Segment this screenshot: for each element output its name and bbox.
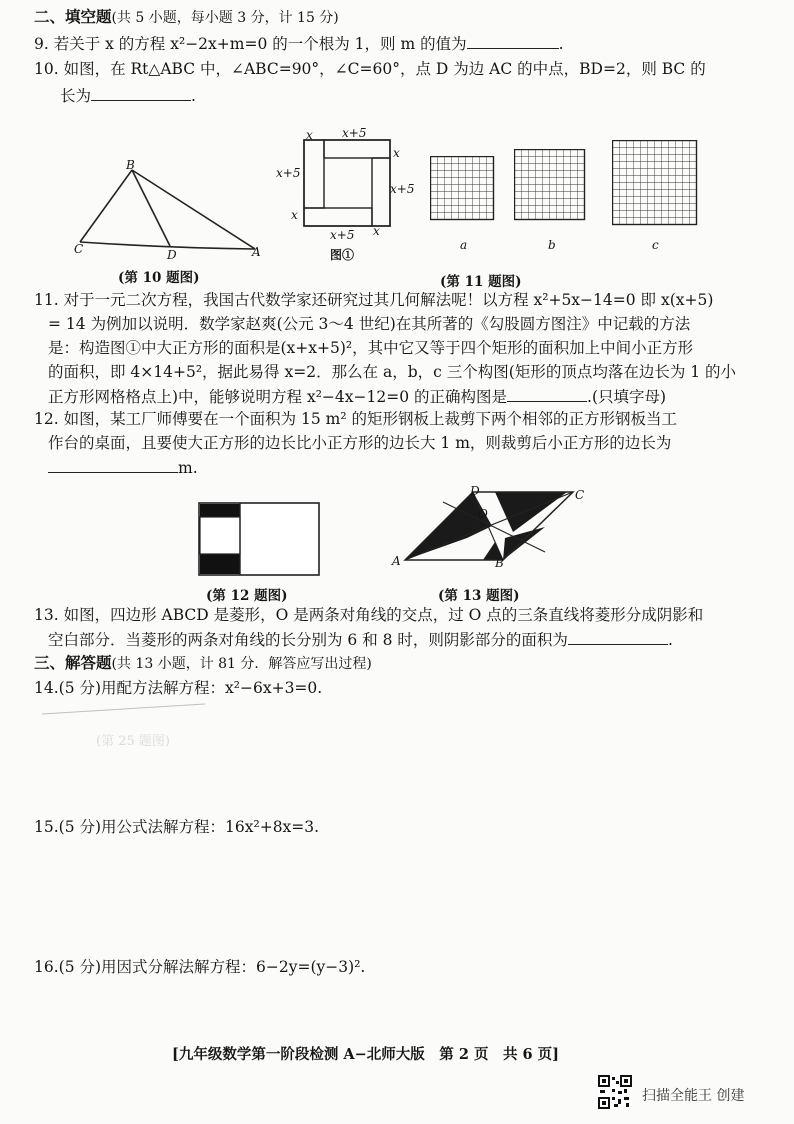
q11-line5-end: .(只填字母): [587, 388, 667, 406]
q11-line5-text: 正方形网格格点上)中，能够说明方程 x²−4x−12=0 的正确构图是: [48, 388, 508, 406]
fig11-label-a: a: [460, 238, 468, 252]
section-3-note: (共 13 小题，计 81 分．解答应写出过程): [111, 656, 372, 672]
fig13-label-B: B: [495, 556, 504, 570]
question-13-line1: 13. 如图，四边形 ABCD 是菱形，O 是两条对角线的交点，过 O 点的三条直线将菱形分成阴影和: [34, 606, 704, 624]
fig10-caption: (第 10 题图): [118, 270, 200, 286]
fig11-figure-label: 图①: [330, 248, 355, 262]
fig11-label-x-top: x: [306, 128, 313, 142]
question-11-line5: [48, 385, 666, 408]
q12-unit: m.: [178, 459, 198, 477]
q13-answer-blank[interactable]: [568, 628, 668, 645]
fig11-label-c: c: [652, 238, 659, 252]
question-12-line3: [48, 456, 198, 479]
question-11-line3: 是：构造图①中大正方形的面积是(x+x+5)²，其中它又等于四个矩形的面积加上中间小正方形: [48, 339, 694, 357]
section-2-title: 二、填空题: [34, 7, 112, 26]
fig13-label-D: D: [470, 484, 480, 498]
fig11-label-xp5-left: x+5: [276, 166, 301, 180]
figure-11-zhao-shuang-square: [300, 138, 395, 230]
fig11-grid-b: [514, 149, 594, 229]
question-11-line2: = 14 为例加以说明．数学家赵爽(公元 3～4 世纪)在其所著的《勾股圆方图注》中记载的方法: [48, 315, 691, 333]
qr-code-icon: [598, 1075, 632, 1109]
fig11-label-x-left: x: [291, 208, 298, 222]
question-14: 14.(5 分)用配方法解方程：x²−6x+3=0.: [34, 679, 323, 697]
fig10-label-B: B: [126, 158, 135, 172]
question-12-line2: 作台的桌面，且要使大正方形的边长比小正方形的边长大 1 m，则裁剪后小正方形的边长为: [48, 434, 672, 452]
section-2-heading: [34, 6, 339, 29]
section-2-note: (共 5 小题，每小题 3 分，计 15 分): [111, 10, 339, 26]
fig11-grid-c: [612, 140, 704, 232]
figure-10-triangle: [70, 150, 270, 260]
fig11-label-xp5-bottom: x+5: [330, 228, 355, 242]
q13-line2-text: 空白部分．当菱形的两条对角线的长分别为 6 和 8 时，则阴影部分的面积为: [48, 631, 568, 649]
question-11-line1: 11. 对于一元二次方程，我国古代数学家还研究过其几何解法呢！以方程 x²+5x−14=0 即 x(x+5): [34, 291, 714, 309]
fig11-label-xp5-top: x+5: [342, 126, 367, 140]
fig10-label-A: A: [252, 245, 261, 259]
page-footer: [九年级数学第一阶段检测 A−北师大版 第 2 页 共 6 页]: [172, 1046, 560, 1063]
q9-end: .: [558, 35, 564, 53]
question-10-line1: 10. 如图，在 Rt△ABC 中，∠ABC=90°，∠C=60°，点 D 为边 AC 的中点，BD=2，则 BC 的: [34, 60, 706, 78]
question-12-line1: 12. 如图，某工厂师傅要在一个面积为 15 m² 的矩形钢板上裁剪下两个相邻的正方形钢板当工: [34, 410, 677, 428]
q12-answer-blank[interactable]: [48, 456, 178, 473]
bleed-through-caption: (第 25 题图): [96, 734, 170, 749]
fig13-caption: (第 13 题图): [438, 588, 520, 604]
q9-text: 9. 若关于 x 的方程 x²−2x+m=0 的一个根为 1，则 m 的值为: [34, 35, 467, 53]
q11-answer-blank[interactable]: [507, 385, 587, 402]
question-11-line4: 的面积，即 4×14+5²，据此易得 x=2．那么在 a，b，c 三个构图(矩形的顶点均落在边长为 1 的小: [48, 363, 737, 381]
fig11-label-xp5-right: x+5: [390, 182, 415, 196]
fig12-caption: (第 12 题图): [206, 588, 288, 604]
fig10-label-D: D: [167, 248, 177, 262]
question-9: [34, 32, 564, 55]
figure-12-steel-plate: [198, 502, 323, 577]
fig10-label-C: C: [74, 242, 84, 256]
fig13-label-A: A: [392, 554, 401, 568]
q9-answer-blank[interactable]: [467, 32, 559, 49]
question-15: 15.(5 分)用公式法解方程：16x²+8x=3.: [34, 818, 320, 836]
fig11-caption: (第 11 题图): [440, 274, 522, 290]
fig11-label-x-right: x: [393, 146, 400, 160]
faint-bleed-through-line: [40, 698, 210, 718]
fig11-grid-a: [430, 156, 500, 226]
section-3-heading: [34, 652, 372, 675]
question-13-line2: [48, 628, 673, 651]
scanner-watermark: 扫描全能王 创建: [642, 1088, 745, 1104]
q10-end: .: [191, 87, 196, 105]
fig13-label-O: O: [478, 507, 488, 521]
q10-line2-text: 长为: [60, 87, 92, 105]
question-16: 16.(5 分)用因式分解法解方程：6−2y=(y−3)².: [34, 958, 366, 976]
section-3-title: 三、解答题: [34, 653, 112, 672]
fig13-label-C: C: [575, 488, 585, 502]
fig11-label-b: b: [548, 238, 556, 252]
fig11-label-x-bottom: x: [373, 224, 380, 238]
q13-end: .: [667, 631, 673, 649]
question-10-line2: [60, 84, 196, 107]
q10-answer-blank[interactable]: [91, 84, 191, 101]
